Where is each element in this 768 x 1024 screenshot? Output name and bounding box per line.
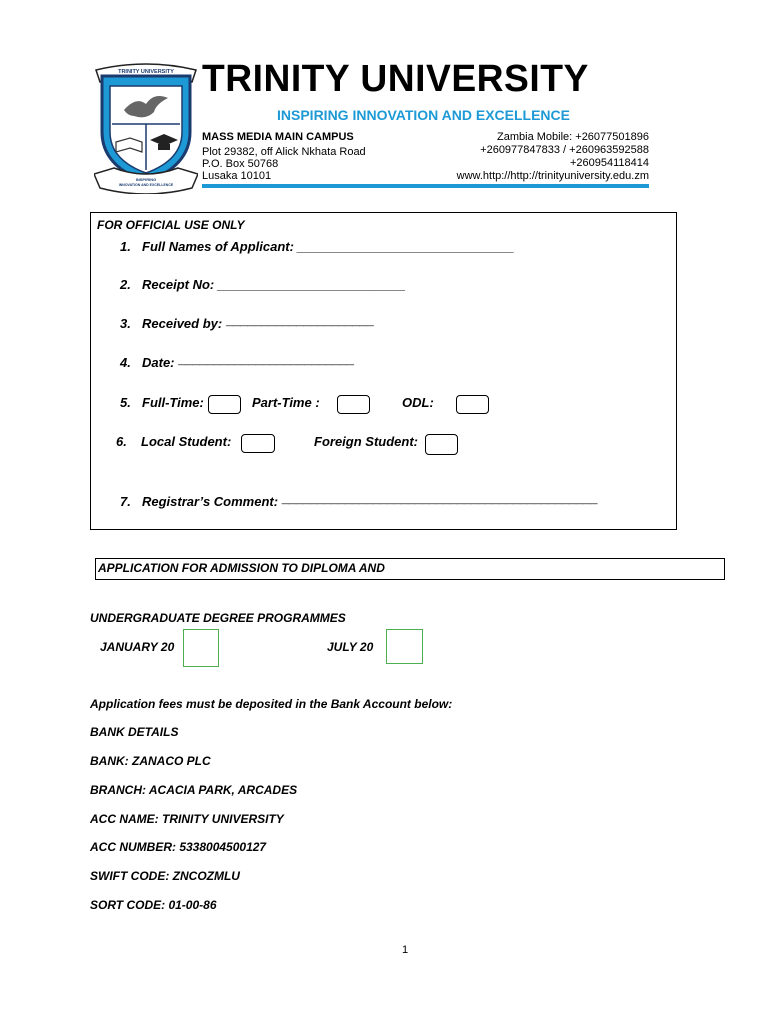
header-divider: [202, 184, 649, 188]
field-label: Receipt No:: [142, 277, 218, 292]
official-use-section: [90, 212, 677, 530]
foreign-student-label: Foreign Student:: [314, 434, 418, 449]
website-link[interactable]: www.http://http://trinityuniversity.edu.zm: [456, 170, 649, 182]
item-number: 4.: [120, 355, 131, 370]
address-line: Plot 29382, off Alick Nkhata Road: [202, 146, 366, 158]
foreign-student-checkbox[interactable]: [425, 434, 458, 455]
july-intake-checkbox[interactable]: [386, 629, 423, 664]
item-number: 5.: [120, 395, 131, 410]
registrar-comment-field[interactable]: [120, 494, 597, 509]
item-number: 2.: [120, 277, 131, 292]
item-number: 7.: [120, 494, 131, 509]
item-number: 1.: [120, 239, 131, 254]
blank-line: —————————————————————————: [178, 360, 354, 369]
field-label: Full Names of Applicant:: [142, 239, 298, 254]
receipt-no-field[interactable]: [120, 277, 406, 292]
part-time-checkbox[interactable]: [337, 395, 370, 414]
contact-line: Zambia Mobile: +26077501896: [497, 131, 649, 143]
item-number: 6.: [116, 434, 127, 449]
account-number: ACC NUMBER: 5338004500127: [90, 840, 267, 854]
official-use-heading: FOR OFFICIAL USE ONLY: [97, 218, 245, 232]
date-field[interactable]: [120, 355, 353, 370]
logo-text-top: TRINITY UNIVERSITY: [118, 69, 174, 75]
bank-name: BANK: ZANACO PLC: [90, 754, 211, 768]
field-label: Received by:: [142, 316, 226, 331]
logo-text-bottom-1: INSPIRING: [135, 177, 157, 182]
student-type-row: [116, 434, 231, 449]
university-crest-logo: [94, 62, 198, 194]
contact-line: +260977847833 / +260963592588: [480, 144, 649, 156]
full-time-checkbox[interactable]: [208, 395, 241, 414]
full-time-label: Full-Time:: [142, 395, 204, 410]
blank-line: —————————————————————————————————————————————: [281, 499, 597, 508]
contact-line: +260954118414: [569, 157, 649, 169]
bank-branch: BRANCH: ACACIA PARK, ARCADES: [90, 783, 298, 797]
address-line: P.O. Box 50768: [202, 158, 279, 170]
received-by-field[interactable]: [120, 316, 373, 331]
university-title: TRINITY UNIVERSITY: [202, 58, 589, 100]
july-intake-label: JULY 20: [327, 640, 374, 654]
blank-line: ______________________________: [297, 239, 515, 254]
part-time-label: Part-Time :: [252, 395, 320, 410]
local-student-label: Local Student:: [141, 434, 232, 449]
odl-checkbox[interactable]: [456, 395, 489, 414]
fees-instruction: Application fees must be deposited in the Bank Account below:: [90, 697, 453, 711]
january-intake-checkbox[interactable]: [183, 629, 219, 667]
application-title-line1: APPLICATION FOR ADMISSION TO DIPLOMA AND: [98, 561, 385, 575]
january-intake-label: JANUARY 20: [100, 640, 175, 654]
full-names-field[interactable]: [120, 239, 514, 254]
study-mode-row: [120, 395, 204, 410]
blank-line: —————————————————————: [225, 321, 373, 330]
university-tagline: INSPIRING INNOVATION AND EXCELLENCE: [277, 107, 570, 123]
item-number: 3.: [120, 316, 131, 331]
blank-line: __________________________: [217, 277, 406, 292]
field-label: Date:: [142, 355, 179, 370]
sort-code: SORT CODE: 01-00-86: [90, 898, 217, 912]
page-number: 1: [402, 944, 409, 956]
application-title-line2: UNDERGRADUATE DEGREE PROGRAMMES: [90, 611, 346, 625]
address-line: Lusaka 10101: [202, 170, 272, 182]
bank-details-heading: BANK DETAILS: [90, 725, 179, 739]
campus-name: MASS MEDIA MAIN CAMPUS: [202, 131, 354, 143]
field-label: Registrar’s Comment:: [142, 494, 282, 509]
swift-code: SWIFT CODE: ZNCOZMLU: [90, 869, 240, 883]
odl-label: ODL:: [402, 395, 434, 410]
logo-text-bottom-2: INNOVATION AND EXCELLENCE: [118, 183, 174, 187]
local-student-checkbox[interactable]: [241, 434, 275, 453]
account-name: ACC NAME: TRINITY UNIVERSITY: [90, 812, 284, 826]
